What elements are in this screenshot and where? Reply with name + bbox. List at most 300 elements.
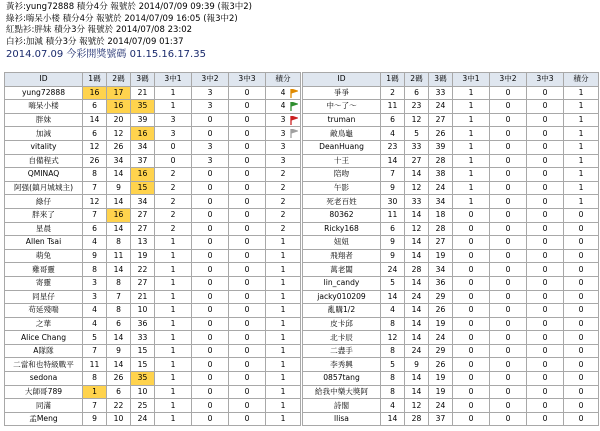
- score-cell: 15: [131, 181, 155, 195]
- table-row: [303, 317, 599, 331]
- player-id-cell: 飛翔者: [303, 249, 381, 263]
- score-cell: 7: [381, 168, 405, 182]
- score-cell: 37: [429, 412, 453, 426]
- player-id-cell: sedona: [5, 372, 83, 386]
- score-cell: 0: [453, 249, 490, 263]
- table-row: [303, 344, 599, 358]
- score-cell: 0: [453, 263, 490, 277]
- score-cell: 1: [155, 344, 192, 358]
- score-cell: 1: [266, 317, 301, 331]
- score-cell: 5: [83, 331, 107, 345]
- score-cell: 0: [229, 412, 266, 426]
- table-row: [5, 290, 301, 304]
- score-cell: 1: [453, 86, 490, 100]
- score-cell: 0: [229, 113, 266, 127]
- score-cell: 26: [107, 140, 131, 154]
- column-header: 1碼: [381, 73, 405, 87]
- score-cell: 1: [266, 304, 301, 318]
- player-id-cell: 加減: [5, 127, 83, 141]
- score-cell: 1: [266, 263, 301, 277]
- score-cell: 0: [229, 249, 266, 263]
- score-cell: 1: [155, 236, 192, 250]
- column-header: 2碼: [405, 73, 429, 87]
- score-cell: 4: [83, 304, 107, 318]
- score-cell: 9: [405, 358, 429, 372]
- player-id-cell: 胖來了: [5, 208, 83, 222]
- player-id-cell: 死老百姓: [303, 195, 381, 209]
- player-id-cell: QMINAQ: [5, 168, 83, 182]
- score-cell: 0: [453, 372, 490, 386]
- score-cell: 38: [429, 168, 453, 182]
- score-cell: 2: [381, 86, 405, 100]
- score-cell: 16: [83, 86, 107, 100]
- score-cell: 0: [490, 263, 527, 277]
- score-cell: 0: [527, 358, 564, 372]
- table-row: [5, 249, 301, 263]
- score-cell: 20: [107, 113, 131, 127]
- score-cell: 0: [564, 358, 599, 372]
- score-cell: 11: [107, 249, 131, 263]
- score-cell: 0: [527, 100, 564, 114]
- score-cell: 0: [192, 331, 229, 345]
- winner-line-white: 白衫:加減 積分3分 報號於 2014/07/09 01:37: [6, 36, 184, 47]
- score-cell: 0: [564, 399, 599, 413]
- score-cell: 22: [131, 263, 155, 277]
- table-row: [303, 127, 599, 141]
- score-cell: 8: [381, 385, 405, 399]
- score-cell: 0: [527, 181, 564, 195]
- score-cell: 8: [107, 276, 131, 290]
- table-row: [303, 100, 599, 114]
- score-cell: 0: [192, 263, 229, 277]
- score-cell: 1: [266, 358, 301, 372]
- score-cell: 28: [429, 222, 453, 236]
- score-cell: 1: [453, 154, 490, 168]
- score-cell: 0: [564, 290, 599, 304]
- score-cell: 0: [564, 249, 599, 263]
- score-cell: 0: [192, 208, 229, 222]
- score-cell: 14: [107, 222, 131, 236]
- score-cell: 0: [527, 140, 564, 154]
- score-cell: 10: [107, 412, 131, 426]
- score-cell: 27: [405, 154, 429, 168]
- score-cell: 14: [107, 263, 131, 277]
- player-id-cell: 李秀興: [303, 358, 381, 372]
- winner-line-green: 綠衫:嗨呆小楼 積分4分 報號於 2014/07/09 16:05 (報3中2): [6, 13, 238, 24]
- score-cell: 2: [266, 208, 301, 222]
- score-cell: 5: [405, 127, 429, 141]
- score-cell: 34: [131, 195, 155, 209]
- score-cell: 2: [155, 181, 192, 195]
- score-cell: 1: [564, 181, 599, 195]
- score-cell: 1: [266, 236, 301, 250]
- score-cell: 1: [155, 276, 192, 290]
- score-cell: 0: [192, 195, 229, 209]
- score-cell: 0: [229, 168, 266, 182]
- score-table-right: [302, 72, 599, 426]
- player-id-cell: 80362: [303, 208, 381, 222]
- score-cell: 0: [490, 140, 527, 154]
- score-cell: 35: [131, 372, 155, 386]
- score-cell: 0: [192, 358, 229, 372]
- table-row: [303, 195, 599, 209]
- results-header: [6, 2, 596, 61]
- table-row: [303, 154, 599, 168]
- score-cell: 0: [564, 236, 599, 250]
- table-row: [303, 236, 599, 250]
- player-id-cell: yung72888: [5, 86, 83, 100]
- player-id-cell: 自備程式: [5, 154, 83, 168]
- score-cell: 0: [229, 385, 266, 399]
- score-cell: 23: [381, 140, 405, 154]
- score-cell: 28: [405, 412, 429, 426]
- score-cell: 0: [490, 399, 527, 413]
- score-cell: 0: [527, 154, 564, 168]
- score-cell: 0: [564, 317, 599, 331]
- score-cell: 0: [453, 236, 490, 250]
- score-cell: 3: [83, 290, 107, 304]
- column-header: 2碼: [107, 73, 131, 87]
- table-row: [303, 399, 599, 413]
- score-cell: 6: [107, 317, 131, 331]
- score-cell: 0: [527, 344, 564, 358]
- player-id-cell: 二當和也特級戰平: [5, 358, 83, 372]
- score-cell: 8: [381, 317, 405, 331]
- score-cell: 1: [155, 290, 192, 304]
- player-id-cell: 嗨呆小楼: [5, 100, 83, 114]
- table-row: [5, 385, 301, 399]
- score-cell: 1: [266, 344, 301, 358]
- score-cell: 3: [192, 100, 229, 114]
- score-cell: 8: [107, 236, 131, 250]
- score-cell: 6: [405, 86, 429, 100]
- score-cell: 1: [453, 181, 490, 195]
- score-cell: 6: [381, 222, 405, 236]
- shirt-flag-icon: [290, 102, 298, 111]
- score-cell: 0: [564, 222, 599, 236]
- score-cell: 24: [429, 331, 453, 345]
- player-id-cell: 苟延殘喘: [5, 304, 83, 318]
- score-cell: 0: [490, 208, 527, 222]
- score-cell: 0: [490, 195, 527, 209]
- score-cell: 9: [381, 249, 405, 263]
- table-row: [303, 168, 599, 182]
- score-cell: 1: [266, 249, 301, 263]
- score-cell: 9: [107, 181, 131, 195]
- score-cell: 39: [131, 113, 155, 127]
- score-cell: 0: [229, 331, 266, 345]
- score-cell: 0: [192, 344, 229, 358]
- table-row: [303, 412, 599, 426]
- table-row: [303, 372, 599, 386]
- score-cell: 1: [564, 154, 599, 168]
- score-cell: 12: [83, 140, 107, 154]
- score-cell: 4: [381, 399, 405, 413]
- score-cell: 0: [229, 195, 266, 209]
- score-cell: 0: [229, 208, 266, 222]
- score-cell: 0: [192, 290, 229, 304]
- column-header: 3碼: [131, 73, 155, 87]
- player-id-cell: 中～了～: [303, 100, 381, 114]
- column-header: 3中2: [490, 73, 527, 87]
- score-cell: 0: [192, 236, 229, 250]
- score-cell: 0: [453, 222, 490, 236]
- score-cell: 0: [155, 140, 192, 154]
- score-cell: 14: [405, 208, 429, 222]
- score-cell: 2: [155, 208, 192, 222]
- score-cell: 3: [83, 276, 107, 290]
- score-cell: 8: [107, 304, 131, 318]
- score-cell: 0: [453, 317, 490, 331]
- score-cell: 11: [381, 208, 405, 222]
- score-cell: 1: [155, 358, 192, 372]
- score-cell: 0: [490, 290, 527, 304]
- score-cell: 1: [155, 263, 192, 277]
- score-cell: 14: [405, 249, 429, 263]
- score-cell: 0: [490, 100, 527, 114]
- table-row: [303, 140, 599, 154]
- table-row: [5, 154, 301, 168]
- score-cell: 0: [527, 317, 564, 331]
- column-header: 積分: [564, 73, 599, 87]
- score-cell: 0: [192, 168, 229, 182]
- score-cell: 27: [429, 113, 453, 127]
- score-cell: 0: [229, 372, 266, 386]
- table-row: [5, 208, 301, 222]
- score-cell: 9: [107, 344, 131, 358]
- score-cell: 7: [83, 208, 107, 222]
- score-cell: 14: [405, 236, 429, 250]
- score-cell: 0: [192, 113, 229, 127]
- player-id-cell: 孟Meng: [5, 412, 83, 426]
- score-cell: 0: [490, 249, 527, 263]
- score-cell: 13: [131, 236, 155, 250]
- score-cell: 9: [83, 412, 107, 426]
- score-cell: 14: [381, 290, 405, 304]
- score-cell: 1: [266, 412, 301, 426]
- score-cell: 27: [131, 276, 155, 290]
- score-cell: 14: [107, 358, 131, 372]
- score-cell: 26: [429, 358, 453, 372]
- score-cell: 0: [527, 208, 564, 222]
- player-id-cell: 詩閣: [303, 399, 381, 413]
- score-cell: 14: [107, 195, 131, 209]
- score-cell: 0: [192, 222, 229, 236]
- table-row: [303, 208, 599, 222]
- score-cell: 1: [155, 372, 192, 386]
- score-cell: 3: [266, 140, 301, 154]
- score-cell: 26: [83, 154, 107, 168]
- score-cell: 1: [453, 140, 490, 154]
- score-cell: 0: [527, 372, 564, 386]
- table-row: [5, 140, 301, 154]
- score-cell: 4: [266, 86, 301, 100]
- score-cell: 33: [405, 140, 429, 154]
- score-cell: 0: [490, 358, 527, 372]
- score-cell: 24: [429, 399, 453, 413]
- column-header: 3中1: [155, 73, 192, 87]
- score-cell: 28: [429, 154, 453, 168]
- score-cell: 0: [453, 276, 490, 290]
- score-cell: 0: [229, 263, 266, 277]
- score-cell: 2: [155, 222, 192, 236]
- score-cell: 26: [429, 304, 453, 318]
- score-cell: 6: [83, 100, 107, 114]
- score-cell: 0: [527, 331, 564, 345]
- score-cell: 1: [453, 113, 490, 127]
- score-cell: 10: [131, 304, 155, 318]
- score-cell: 19: [429, 372, 453, 386]
- score-cell: 37: [131, 154, 155, 168]
- header-row: [303, 73, 599, 87]
- score-cell: 0: [229, 86, 266, 100]
- table-row: [5, 412, 301, 426]
- table-row: [303, 113, 599, 127]
- table-row: [5, 317, 301, 331]
- score-cell: 14: [405, 385, 429, 399]
- score-cell: 1: [83, 385, 107, 399]
- score-cell: 11: [381, 100, 405, 114]
- score-cell: 1: [564, 100, 599, 114]
- table-row: [5, 195, 301, 209]
- score-cell: 29: [429, 290, 453, 304]
- score-cell: 6: [83, 222, 107, 236]
- score-cell: 0: [564, 385, 599, 399]
- table-row: [5, 263, 301, 277]
- score-cell: 0: [229, 399, 266, 413]
- score-cell: 11: [83, 358, 107, 372]
- score-cell: 19: [429, 317, 453, 331]
- player-id-cell: A隊隊: [5, 344, 83, 358]
- score-cell: 0: [527, 127, 564, 141]
- score-cell: 7: [83, 344, 107, 358]
- score-cell: 33: [131, 331, 155, 345]
- score-cell: 0: [490, 276, 527, 290]
- score-cell: 14: [405, 372, 429, 386]
- score-cell: 0: [192, 127, 229, 141]
- score-cell: 36: [429, 276, 453, 290]
- player-id-cell: 之華: [5, 317, 83, 331]
- score-cell: 9: [83, 249, 107, 263]
- score-cell: 28: [405, 263, 429, 277]
- player-id-cell: 二盡手: [303, 344, 381, 358]
- score-cell: 1: [453, 195, 490, 209]
- table-row: [5, 127, 301, 141]
- score-cell: 7: [83, 181, 107, 195]
- score-cell: 25: [131, 399, 155, 413]
- score-cell: 12: [405, 222, 429, 236]
- score-cell: 0: [192, 304, 229, 318]
- score-cell: 0: [527, 304, 564, 318]
- score-cell: 1: [453, 100, 490, 114]
- score-cell: 0: [192, 385, 229, 399]
- table-row: [303, 276, 599, 290]
- score-cell: 1: [266, 399, 301, 413]
- score-cell: 0: [229, 344, 266, 358]
- player-id-cell: 亂購1/2: [303, 304, 381, 318]
- score-cell: 9: [381, 181, 405, 195]
- score-cell: 6: [83, 127, 107, 141]
- score-cell: 0: [527, 263, 564, 277]
- player-id-cell: 萬老闆: [303, 263, 381, 277]
- score-cell: 6: [381, 113, 405, 127]
- score-cell: 14: [83, 113, 107, 127]
- score-cell: 0: [453, 208, 490, 222]
- score-cell: 26: [429, 127, 453, 141]
- score-cell: 0: [564, 304, 599, 318]
- score-cell: 0: [490, 181, 527, 195]
- column-header: ID: [5, 73, 83, 87]
- score-cell: 0: [490, 412, 527, 426]
- score-cell: 0: [490, 236, 527, 250]
- score-cell: 0: [229, 317, 266, 331]
- table-row: [5, 358, 301, 372]
- score-cell: 21: [131, 290, 155, 304]
- score-cell: 14: [107, 331, 131, 345]
- score-cell: 1: [564, 195, 599, 209]
- score-cell: 1: [155, 399, 192, 413]
- score-cell: 4: [381, 304, 405, 318]
- score-cell: 12: [405, 113, 429, 127]
- player-id-cell: 萌兔: [5, 249, 83, 263]
- score-cell: 14: [405, 276, 429, 290]
- player-id-cell: 星晨: [5, 222, 83, 236]
- player-id-cell: Ricky168: [303, 222, 381, 236]
- score-cell: 0: [527, 249, 564, 263]
- score-cell: 0: [527, 290, 564, 304]
- shirt-flag-icon: [290, 116, 298, 125]
- score-cell: 0: [453, 304, 490, 318]
- table-row: [303, 385, 599, 399]
- score-cell: 14: [107, 168, 131, 182]
- score-cell: 0: [527, 168, 564, 182]
- score-cell: 0: [192, 181, 229, 195]
- score-cell: 6: [107, 385, 131, 399]
- score-cell: 0: [229, 236, 266, 250]
- score-cell: 0: [229, 290, 266, 304]
- score-cell: 8: [83, 263, 107, 277]
- score-cell: 0: [527, 222, 564, 236]
- player-id-cell: lin_candy: [303, 276, 381, 290]
- score-cell: 0: [527, 385, 564, 399]
- score-cell: 3: [155, 127, 192, 141]
- score-cell: 0: [192, 412, 229, 426]
- score-cell: 2: [266, 181, 301, 195]
- score-cell: 2: [266, 195, 301, 209]
- score-cell: 34: [107, 154, 131, 168]
- score-cell: 1: [266, 372, 301, 386]
- player-id-cell: 陪吻: [303, 168, 381, 182]
- score-cell: 35: [131, 100, 155, 114]
- table-row: [303, 358, 599, 372]
- score-cell: 27: [131, 222, 155, 236]
- player-id-cell: truman: [303, 113, 381, 127]
- score-cell: 1: [266, 331, 301, 345]
- player-id-cell: jacky010209: [303, 290, 381, 304]
- score-cell: 7: [107, 290, 131, 304]
- player-id-cell: DeanHuang: [303, 140, 381, 154]
- score-cell: 0: [229, 140, 266, 154]
- score-cell: 10: [131, 385, 155, 399]
- score-tables: [4, 72, 598, 430]
- winner-line-yellow: 黃衫:yung72888 積分4分 報號於 2014/07/09 09:39 (報3中2): [6, 2, 252, 12]
- table-row: [303, 181, 599, 195]
- score-cell: 0: [564, 412, 599, 426]
- score-cell: 0: [564, 208, 599, 222]
- score-cell: 29: [429, 344, 453, 358]
- table-row: [303, 263, 599, 277]
- score-cell: 0: [192, 372, 229, 386]
